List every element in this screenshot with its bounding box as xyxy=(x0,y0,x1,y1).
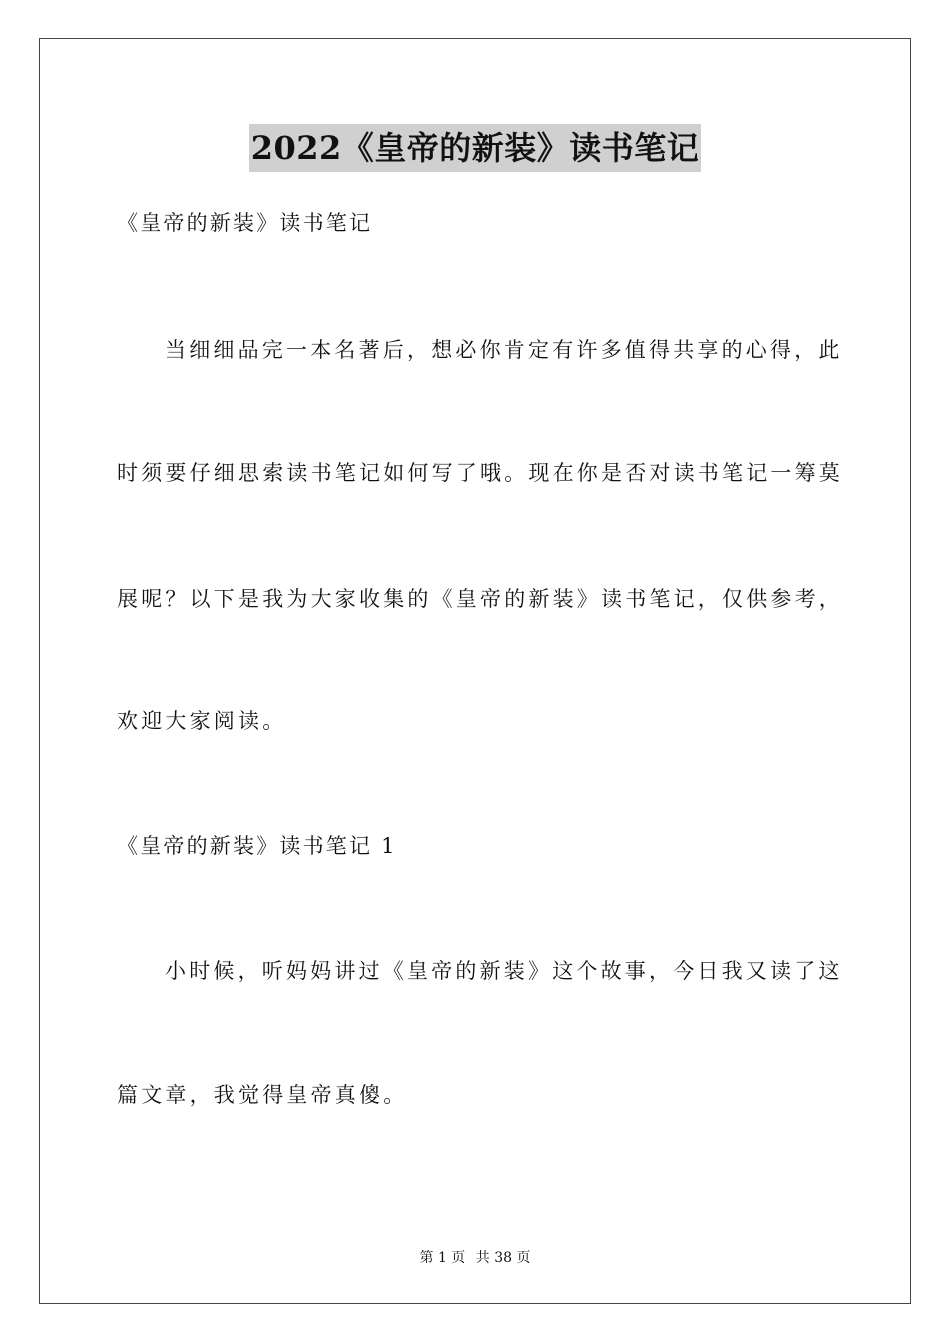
subtitle-line: 《皇帝的新装》读书笔记 xyxy=(117,211,373,235)
paragraph-line-1: 当细细品完一本名著后，想必你肯定有许多值得共享的心得，此 xyxy=(165,338,843,362)
section-heading: 《皇帝的新装》读书笔记 1 xyxy=(117,834,397,858)
paragraph-line-5: 小时候，听妈妈讲过《皇帝的新装》这个故事，今日我又读了这 xyxy=(165,959,843,983)
document-title: 2022《皇帝的新装》读书笔记 xyxy=(249,124,702,172)
paragraph-line-3: 展呢？以下是我为大家收集的《皇帝的新装》读书笔记，仅供参考， xyxy=(117,587,843,611)
title-container xyxy=(0,124,950,172)
paragraph-line-4: 欢迎大家阅读。 xyxy=(117,709,287,733)
page-number: 第 1 页 xyxy=(419,1250,466,1266)
page-footer xyxy=(0,1248,950,1268)
paragraph-line-6: 篇文章，我觉得皇帝真傻。 xyxy=(117,1083,408,1107)
paragraph-line-2: 时须要仔细思索读书笔记如何写了哦。现在你是否对读书笔记一筹莫 xyxy=(117,461,843,485)
page-total: 共 38 页 xyxy=(475,1250,531,1266)
